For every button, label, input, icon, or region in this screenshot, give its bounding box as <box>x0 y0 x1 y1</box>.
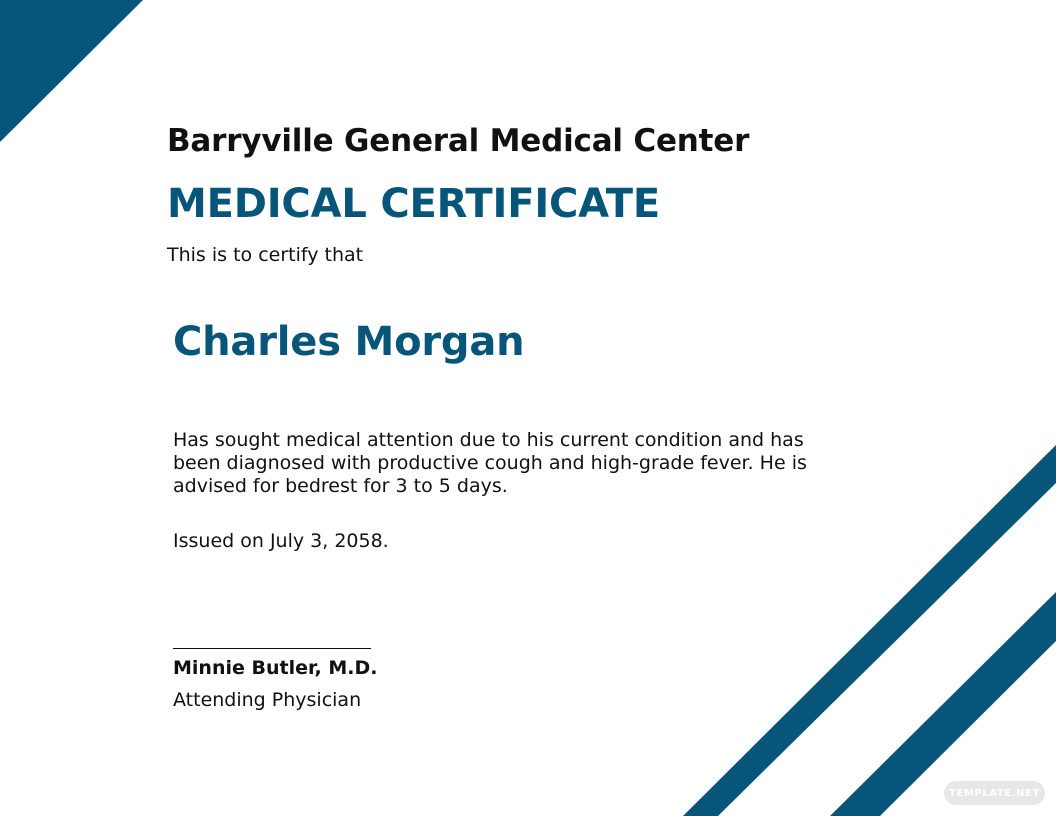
template-watermark: TEMPLATE.NET <box>944 781 1045 805</box>
patient-name: Charles Morgan <box>173 319 525 365</box>
physician-name: Minnie Butler, M.D. <box>173 657 378 679</box>
signature-line <box>173 648 371 649</box>
physician-title: Attending Physician <box>173 689 362 711</box>
organization-name: Barryville General Medical Center <box>167 123 750 159</box>
diagnosis-statement: Has sought medical attention due to his current condition and has been diagnosed with productive cough and high-grade fever. He is advised for bedrest for 3 to 5 days. <box>173 429 807 497</box>
issue-date: Issued on July 3, 2058. <box>173 530 389 552</box>
certificate-title: MEDICAL CERTIFICATE <box>167 181 661 227</box>
corner-triangle-decoration <box>0 0 145 145</box>
certification-intro: This is to certify that <box>167 244 364 266</box>
certificate-content <box>167 0 867 816</box>
